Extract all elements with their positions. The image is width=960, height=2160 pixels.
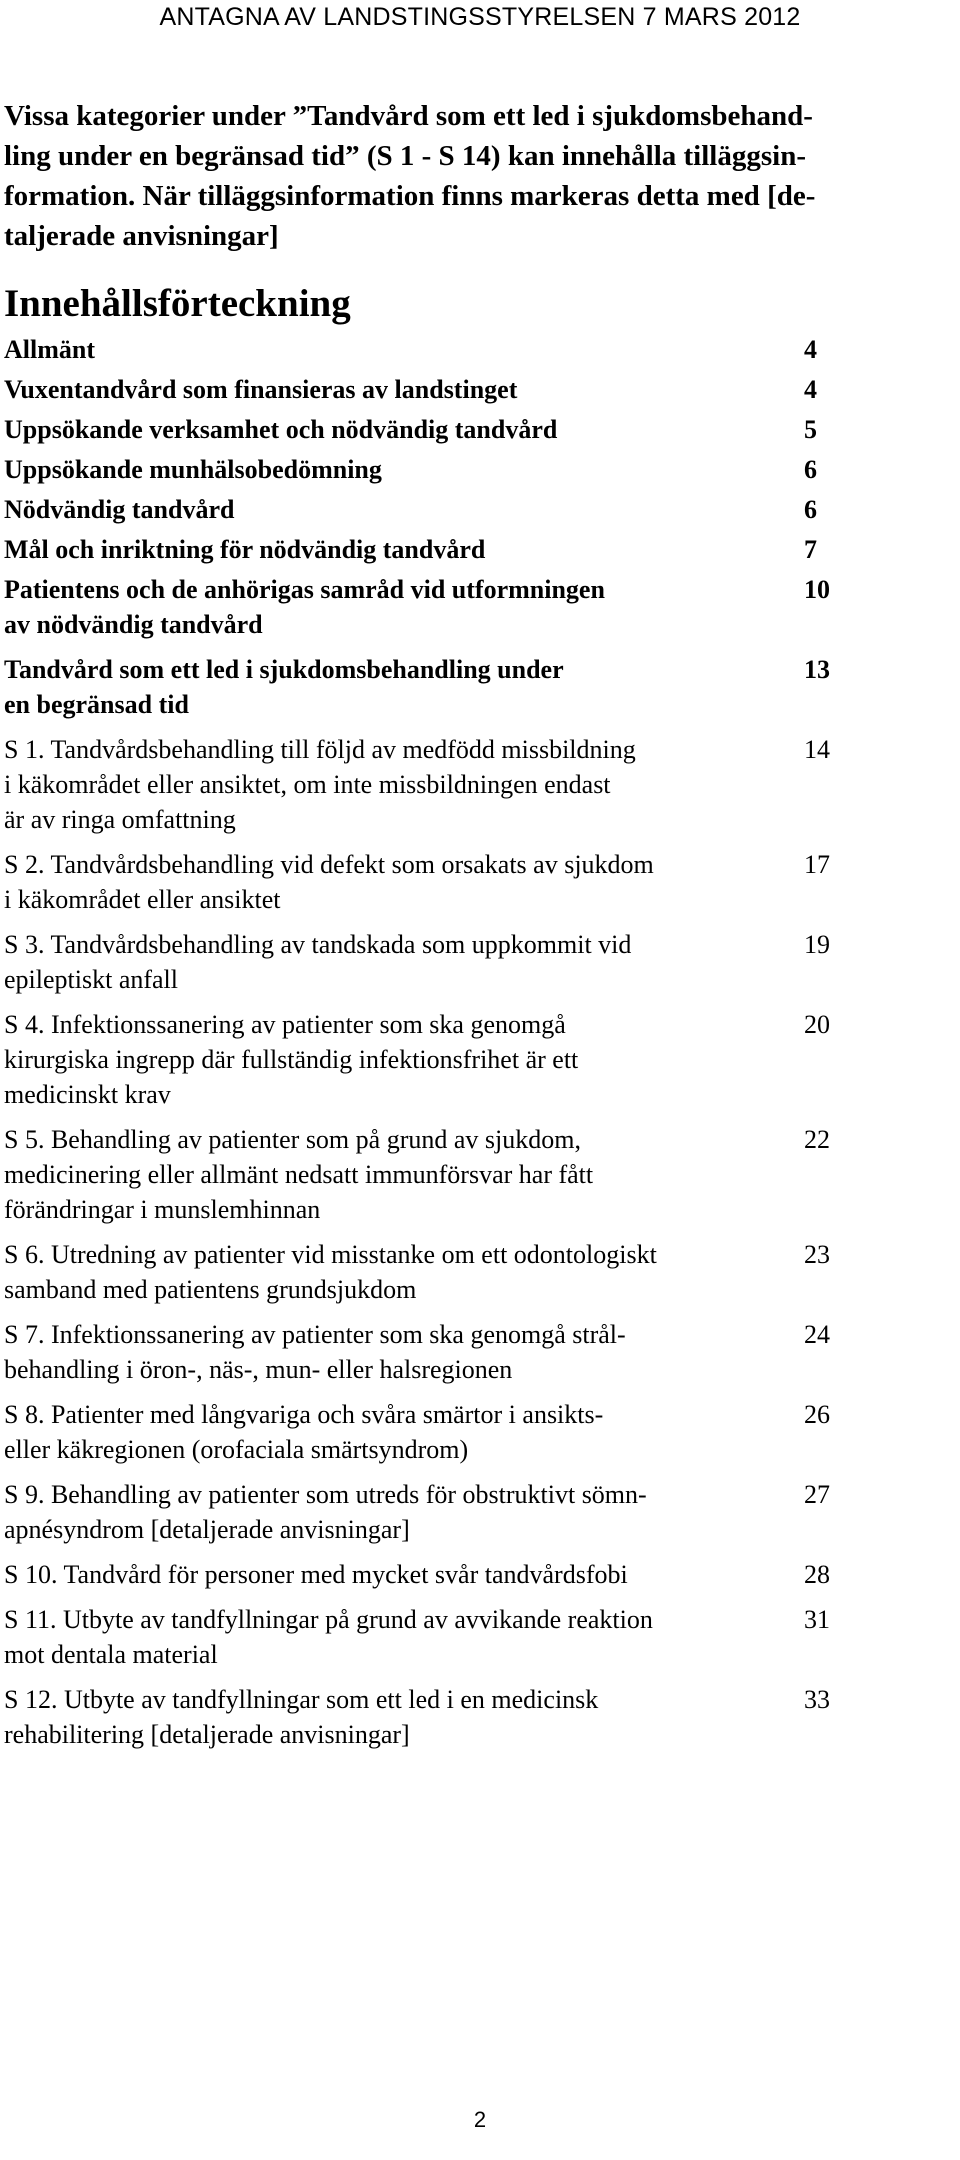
toc-entry-title [4, 452, 804, 487]
toc-entry[interactable] [4, 732, 944, 837]
toc-entry[interactable] [4, 532, 944, 567]
toc-entry-line: apnésyndrom [detaljerade anvisningar] [4, 1515, 410, 1544]
toc-entry-line: S 8. Patienter med långvariga och svåra smärtor i ansikts- [4, 1400, 604, 1429]
toc-entry-title [4, 1122, 804, 1227]
toc-entry-title [4, 532, 804, 567]
toc-entry-title [4, 1477, 804, 1547]
intro-line: Vissa kategorier under ”Tandvård som ett led i sjukdomsbehand- [4, 100, 813, 132]
toc-entry[interactable] [4, 1477, 944, 1547]
toc-entry[interactable] [4, 1122, 944, 1227]
toc-entry-page: 23 [804, 1240, 830, 1269]
toc-entry-page: 26 [804, 1400, 830, 1429]
toc-entry-page: 6 [804, 455, 817, 484]
page-number: 2 [473, 2107, 487, 2132]
toc-entry[interactable] [4, 1557, 944, 1592]
toc-title: Innehållsförteckning [4, 282, 351, 325]
toc-entry-line: S 6. Utredning av patienter vid misstanke om ett odontologiskt [4, 1240, 657, 1269]
toc-entry[interactable] [4, 927, 944, 997]
toc-entry-line: S 9. Behandling av patienter som utreds för obstruktivt sömn- [4, 1480, 647, 1509]
toc-entry-line: medicinskt krav [4, 1080, 171, 1109]
toc-entry[interactable] [4, 1397, 944, 1467]
toc-entry-line: en begränsad tid [4, 690, 189, 719]
toc-entry-title [4, 492, 804, 527]
toc-entry-title [4, 1397, 804, 1467]
toc-entry-title [4, 1007, 804, 1112]
toc-entry-title [4, 572, 804, 642]
toc-entry-line: Patientens och de anhörigas samråd vid utformningen [4, 575, 605, 604]
intro-line: formation. När tilläggsinformation finns markeras detta med [de- [4, 180, 816, 212]
toc-entry[interactable] [4, 1007, 944, 1112]
intro-line: ling under en begränsad tid” (S 1 - S 14) kan innehålla tilläggsin- [4, 140, 806, 172]
toc-entry[interactable] [4, 372, 944, 407]
toc-entry-line: Vuxentandvård som finansieras av landstinget [4, 375, 518, 404]
toc-entry-line: behandling i öron-, näs-, mun- eller halsregionen [4, 1355, 513, 1384]
toc-entry-line: i käkområdet eller ansiktet, om inte missbildningen endast [4, 770, 611, 799]
toc-entry-line: är av ringa omfattning [4, 805, 236, 834]
toc-entry[interactable] [4, 492, 944, 527]
toc-entry-title [4, 1682, 804, 1752]
toc-entry-line: rehabilitering [detaljerade anvisningar] [4, 1720, 410, 1749]
toc-entry-line: S 2. Tandvårdsbehandling vid defekt som orsakats av sjukdom [4, 850, 654, 879]
toc-entry-line: av nödvändig tandvård [4, 610, 263, 639]
toc-entry-title [4, 847, 804, 917]
toc-entry-line: i käkområdet eller ansiktet [4, 885, 281, 914]
toc-entry-title [4, 732, 804, 837]
toc-entry-page: 4 [804, 335, 817, 364]
toc-entry-line: Mål och inriktning för nödvändig tandvård [4, 535, 486, 564]
toc-entry-line: S 12. Utbyte av tandfyllningar som ett led i en medicinsk [4, 1685, 599, 1714]
toc-entry-line: Allmänt [4, 335, 95, 364]
toc-entry-line: Uppsökande munhälsobedömning [4, 455, 382, 484]
toc-entry-page: 19 [804, 930, 830, 959]
toc-entry-line: S 11. Utbyte av tandfyllningar på grund av avvikande reaktion [4, 1605, 653, 1634]
toc-entry-line: Uppsökande verksamhet och nödvändig tandvård [4, 415, 558, 444]
toc-entry-line: kirurgiska ingrepp där fullständig infektionsfrihet är ett [4, 1045, 579, 1074]
toc-entry-page: 24 [804, 1320, 830, 1349]
toc-entry-page: 14 [804, 735, 830, 764]
toc-entry[interactable] [4, 1602, 944, 1672]
toc-entry-line: samband med patientens grundsjukdom [4, 1275, 417, 1304]
toc-entry-page: 5 [804, 415, 817, 444]
toc-entry-line: mot dentala material [4, 1640, 218, 1669]
toc-entry-title [4, 652, 804, 722]
toc-entry-line: Tandvård som ett led i sjukdomsbehandling under [4, 655, 564, 684]
toc-entry[interactable] [4, 847, 944, 917]
toc-entry[interactable] [4, 572, 944, 642]
toc-entry-title [4, 1602, 804, 1672]
toc-entry-page: 13 [804, 655, 830, 684]
toc-entry-page: 28 [804, 1560, 830, 1589]
intro-paragraph [4, 96, 954, 256]
toc-entry-line: Nödvändig tandvård [4, 495, 235, 524]
toc-entry-line: eller käkregionen (orofaciala smärtsyndrom) [4, 1435, 469, 1464]
toc-entry[interactable] [4, 1317, 944, 1387]
toc-entry-title [4, 332, 804, 367]
toc-entry-page: 7 [804, 535, 817, 564]
toc-entry-page: 6 [804, 495, 817, 524]
toc-entry-page: 22 [804, 1125, 830, 1154]
toc-entry-title [4, 372, 804, 407]
toc-entry-page: 4 [804, 375, 817, 404]
toc-entry-line: S 5. Behandling av patienter som på grund av sjukdom, [4, 1125, 581, 1154]
toc-entry-line: förändringar i munslemhinnan [4, 1195, 321, 1224]
toc-entry[interactable] [4, 652, 944, 722]
toc-entry-line: S 3. Tandvårdsbehandling av tandskada som uppkommit vid [4, 930, 632, 959]
table-of-contents [4, 332, 944, 1762]
toc-entry-page: 31 [804, 1605, 830, 1634]
toc-entry[interactable] [4, 452, 944, 487]
page-header: ANTAGNA AV LANDSTINGSSTYRELSEN 7 MARS 2012 [159, 3, 801, 31]
toc-entry-line: S 1. Tandvårdsbehandling till följd av medfödd missbildning [4, 735, 636, 764]
toc-entry-line: medicinering eller allmänt nedsatt immunförsvar har fått [4, 1160, 594, 1189]
toc-entry-line: S 7. Infektionssanering av patienter som ska genomgå strål- [4, 1320, 626, 1349]
toc-entry[interactable] [4, 412, 944, 447]
toc-entry[interactable] [4, 1237, 944, 1307]
toc-entry-line: S 10. Tandvård för personer med mycket svår tandvårdsfobi [4, 1560, 628, 1589]
toc-entry[interactable] [4, 332, 944, 367]
toc-entry-line: S 4. Infektionssanering av patienter som ska genomgå [4, 1010, 566, 1039]
toc-entry-title [4, 1557, 804, 1592]
toc-entry-page: 10 [804, 575, 830, 604]
toc-entry-title [4, 1317, 804, 1387]
toc-entry-title [4, 1237, 804, 1307]
toc-entry-title [4, 412, 804, 447]
toc-entry-line: epileptiskt anfall [4, 965, 179, 994]
toc-entry-page: 20 [804, 1010, 830, 1039]
toc-entry[interactable] [4, 1682, 944, 1752]
intro-line: taljerade anvisningar] [4, 220, 279, 252]
toc-entry-page: 17 [804, 850, 830, 879]
toc-entry-page: 33 [804, 1685, 830, 1714]
toc-entry-page: 27 [804, 1480, 830, 1509]
toc-entry-title [4, 927, 804, 997]
